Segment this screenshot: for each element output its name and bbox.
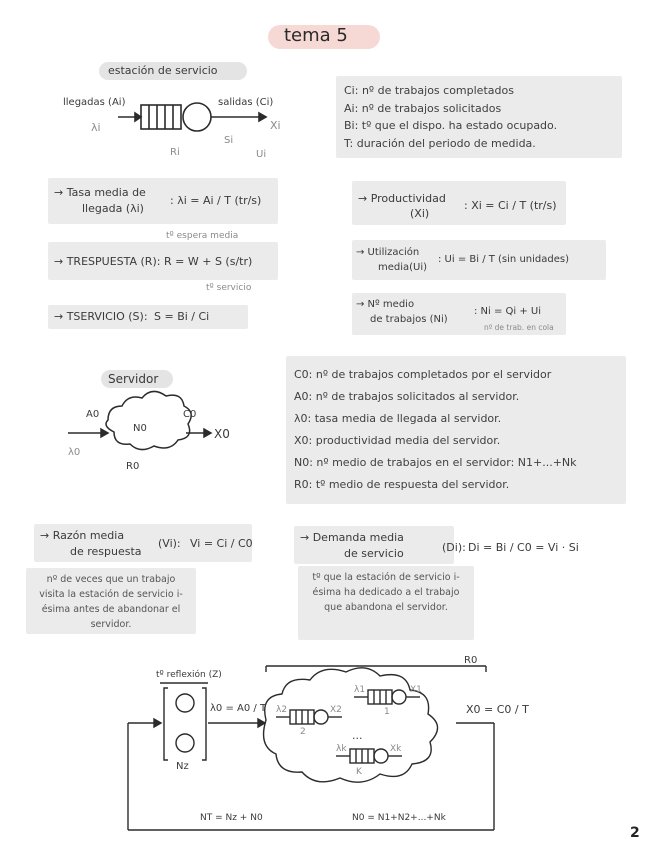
queue-2-lambda: λ2 [276,705,288,715]
arrival-rate-label-1: → Tasa media de [54,186,146,199]
server-x0-label: X0 [214,427,230,441]
server-heading: Servidor [108,372,159,386]
queue-k-lambda: λk [336,744,347,754]
definition-a: Ai: nº de trabajos solicitados [344,101,502,115]
queue-2-x: X2 [330,705,342,715]
system-x0-formula: X0 = C0 / T [466,703,529,716]
throughput-label-1: → Productividad [358,192,446,205]
server-jobs-formula: N0 = N1+N2+...+Nk [352,813,446,823]
definition-x0: X0: productividad media del servidor. [294,434,501,447]
visit-ratio-label-1: → Razón media [40,529,125,542]
service-demand-label-2: de servicio [344,547,404,560]
s-label: Si [224,135,234,146]
queue-1-label: 1 [384,707,390,717]
server-c0-label: C0 [183,409,197,420]
queue-k-x: Xk [390,744,402,754]
departures-label: salidas (Ci) [218,97,274,108]
service-time-label: → TSERVICIO (S): [54,310,148,323]
jobs-label-2: de trabajos (Ni) [370,314,448,325]
server-definitions-box [286,356,626,504]
definition-lambda0: λ0: tasa media de llegada al servidor. [294,412,502,425]
wait-time-note: tº espera media [166,231,239,241]
server-lambda0-label: λ0 [68,447,81,458]
service-demand-formula: Di = Bi / C0 = Vi · Si [468,541,579,554]
server-n0-label: N0 [133,423,147,434]
service-time-formula: S = Bi / Ci [154,310,210,323]
station-definitions-box [336,76,622,158]
system-lambda-formula: λ0 = A0 / T [210,703,267,714]
throughput-label-2: (Xi) [410,207,430,220]
throughput-formula: : Xi = Ci / T (tr/s) [464,199,557,212]
utilization-formula: : Ui = Bi / T (sin unidades) [438,254,569,265]
service-time-note: tº servicio [206,283,252,293]
definition-t: T: duración del periodo de medida. [344,136,536,150]
response-time-formula: R = W + S (s/tr) [164,255,253,268]
total-jobs-formula: NT = Nz + N0 [200,813,263,823]
server-cloud-icon [68,391,211,449]
nz-label: Nz [176,761,189,772]
queue-2-label: 2 [300,727,306,737]
closed-system-diagram [128,666,494,830]
definition-r0: R0: tº medio de respuesta del servidor. [294,478,510,491]
service-demand-label-1: → Demanda media [300,531,404,544]
visit-ratio-note: nº de veces que un trabajo visita la estación de servicio i-ésima antes de abandonar el servidor. [26,568,196,634]
jobs-formula: : Ni = Qi + Ui [474,306,542,317]
utilization-label-2: media(Ui) [378,262,428,273]
station-heading: estación de servicio [108,64,218,77]
u-label: Ui [256,149,267,160]
response-time-label: → TRESPUESTA (R): [54,255,161,268]
lambda-label: λi [91,121,101,134]
arrival-rate-label-2: llegada (λi) [82,202,144,215]
jobs-label-1: → Nº medio [356,299,415,310]
definition-n0: N0: nº medio de trabajos en el servidor: N1+...+Nk [294,456,577,469]
service-demand-label-3: (Di): [442,541,466,554]
x-label: Xi [270,119,281,132]
queue-1-x: X1 [410,685,422,695]
think-time-label: tº reflexión (Z) [156,670,222,680]
arrival-rate-formula: : λi = Ai / T (tr/s) [170,194,262,207]
definition-b: Bi: tº que el dispo. ha estado ocupado. [344,119,558,132]
server-a0-label: A0 [86,409,100,420]
service-demand-note: tº que la estación de servicio i-ésima ha dedicado a el trabajo que abandona el servidor. [298,566,474,640]
visit-ratio-label-3: (Vi): [158,537,181,550]
system-r0-label: R0 [464,655,478,666]
queue-dots: ... [352,729,363,742]
queue-k-label: K [356,767,362,777]
jobs-queue-note: nº de trab. en cola [484,323,554,332]
definition-c0: C0: nº de trabajos completados por el servidor [294,368,552,381]
page-title: tema 5 [284,25,348,46]
utilization-label-1: → Utilización [356,247,420,258]
visit-ratio-label-2: de respuesta [70,545,142,558]
visit-ratio-formula: Vi = Ci / C0 [190,537,253,550]
queue-1-lambda: λ1 [354,685,366,695]
definition-c: Ci: nº de trabajos completados [344,84,514,97]
definition-a0: A0: nº de trabajos solicitados al servidor. [294,390,520,403]
r-label: Ri [170,147,180,158]
server-r0-label: R0 [126,461,140,472]
arrivals-label: llegadas (Ai) [63,97,126,108]
page-number: 2 [630,825,640,841]
